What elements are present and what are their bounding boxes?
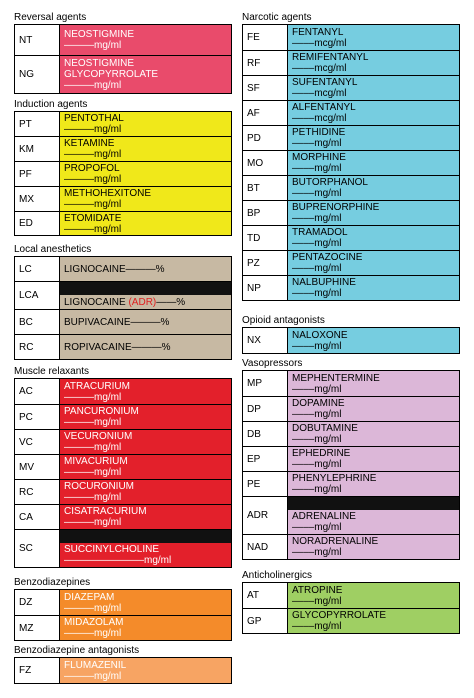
drug-code: LCA (15, 282, 60, 309)
drug-label (60, 335, 231, 359)
drug-label (60, 187, 231, 211)
section-reversal-agents (14, 12, 232, 94)
drug-label (288, 371, 459, 396)
drug-label (288, 447, 459, 471)
drug-label (288, 51, 459, 75)
drug-name: ALFENTANYL (292, 102, 356, 113)
drug-name: KETAMINE (64, 138, 115, 149)
drug-code: NG (15, 56, 60, 93)
concentration-unit: ––––mg/ml (292, 484, 342, 495)
section-benzodiazepines (14, 577, 232, 641)
drug-label (60, 282, 231, 309)
label-table (242, 327, 460, 354)
drug-row-dp (243, 396, 459, 421)
drug-row-nad (243, 534, 459, 559)
drug-code: DZ (15, 590, 60, 615)
drug-code: AT (243, 583, 288, 608)
drug-code: FZ (15, 658, 60, 683)
concentration-unit: ––––mcg/ml (292, 113, 347, 124)
drug-label (288, 583, 459, 608)
drug-row-bc (15, 309, 231, 334)
drug-row-gp (243, 608, 459, 633)
drug-row-ed (15, 211, 231, 235)
drug-label (60, 658, 231, 683)
drug-code: TD (243, 226, 288, 250)
drug-label (288, 497, 459, 534)
drug-label (288, 397, 459, 421)
concentration-unit: ––––mg/ml (292, 522, 342, 533)
drug-name: ROPIVACAINE———% (64, 341, 171, 353)
drug-label (60, 530, 231, 567)
drug-label (288, 535, 459, 559)
concentration-unit: ———mg/ml (64, 467, 122, 478)
section-benzodiazepine-antagonists (14, 645, 232, 684)
drug-code: PT (15, 112, 60, 136)
drug-code: SF (243, 76, 288, 100)
drug-code: NAD (243, 535, 288, 559)
drug-label (288, 201, 459, 225)
section-title: Anticholinergics (242, 570, 313, 581)
drug-row-fz (15, 658, 231, 683)
drug-code: NT (15, 25, 60, 55)
drug-name: ROCURONIUM (64, 481, 134, 492)
drug-name: NALOXONE (292, 329, 348, 341)
drug-name: MIDAZOLAM (64, 617, 124, 628)
drug-code: PC (15, 405, 60, 429)
drug-label (60, 56, 231, 93)
concentration-unit: ———mg/ml (64, 174, 122, 185)
concentration-unit: ––––mg/ml (292, 188, 342, 199)
drug-label-body (288, 510, 459, 534)
drug-code: PF (15, 162, 60, 186)
drug-row-mx (15, 186, 231, 211)
drug-name: GLYCOPYRROLATE (292, 610, 387, 621)
drug-name: ATROPINE (292, 584, 343, 596)
drug-label (60, 505, 231, 529)
drug-name: PENTAZOCINE (292, 252, 363, 263)
drug-name: MORPHINE (292, 152, 346, 163)
drug-code: NX (243, 328, 288, 353)
section-title: Induction agents (14, 99, 88, 110)
label-table (14, 378, 232, 568)
drug-row-rc (15, 479, 231, 504)
label-table (14, 111, 232, 236)
drug-row-ng (15, 55, 231, 93)
drug-code: GP (243, 609, 288, 633)
section-vasopressors (242, 358, 460, 560)
section-narcotic-agents (242, 12, 460, 301)
drug-row-vc (15, 429, 231, 454)
concentration-unit: ––––mg/ml (292, 459, 342, 470)
section-title: Benzodiazepine antagonists (14, 645, 140, 656)
drug-label (60, 430, 231, 454)
drug-label (288, 328, 459, 353)
drug-row-fe (243, 25, 459, 50)
concentration-unit: ————————mg/ml (64, 555, 172, 566)
drug-name: MEPHENTERMINE (292, 372, 380, 384)
drug-row-adr (243, 496, 459, 534)
drug-name: PHENYLEPHRINE (292, 473, 377, 484)
drug-name: PROPOFOL (64, 163, 120, 174)
concentration-unit: ––––mcg/ml (292, 63, 347, 74)
drug-name: LIGNOCAINE (ADR)——% (64, 296, 186, 308)
drug-name: BUPIVACAINE———% (64, 316, 170, 328)
label-table (242, 582, 460, 634)
drug-label (60, 25, 231, 55)
drug-label (60, 257, 231, 281)
drug-name: NALBUPHINE (292, 277, 356, 288)
black-band (60, 282, 231, 295)
drug-code: MO (243, 151, 288, 175)
drug-row-pc (15, 404, 231, 429)
drug-row-bt (243, 175, 459, 200)
concentration-unit: ———mg/ml (64, 417, 122, 428)
drug-row-nx (243, 328, 459, 353)
drug-code: AF (243, 101, 288, 125)
concentration-unit: ––––mg/ml (292, 383, 342, 395)
concentration-unit: ———mg/ml (64, 670, 122, 682)
drug-code: RC (15, 335, 60, 359)
concentration-unit: ———mg/ml (64, 602, 122, 614)
section-title: Reversal agents (14, 12, 87, 23)
drug-code: LC (15, 257, 60, 281)
drug-name: METHOHEXITONE (64, 188, 152, 199)
drug-label (60, 405, 231, 429)
drug-code: FE (243, 25, 288, 50)
drug-name: NEOSTIGMINE (64, 58, 135, 69)
drug-label-body (60, 295, 231, 309)
drug-name: PETHIDINE (292, 127, 346, 138)
drug-row-pe (243, 471, 459, 496)
drug-row-sc (15, 529, 231, 567)
drug-name: SUCCINYLCHOLINE (64, 544, 160, 555)
drug-label (288, 76, 459, 100)
section-title: Opioid antagonists (242, 315, 325, 326)
drug-code: DB (243, 422, 288, 446)
label-table (242, 370, 460, 560)
concentration-unit: ––––mg/ml (292, 213, 342, 224)
drug-row-at (243, 583, 459, 608)
drug-label (288, 126, 459, 150)
drug-row-lca (15, 281, 231, 309)
drug-code: MP (243, 371, 288, 396)
drug-name: PENTOTHAL (64, 113, 124, 124)
drug-name: NORADRENALINE (292, 536, 379, 547)
drug-row-db (243, 421, 459, 446)
drug-row-nt (15, 25, 231, 55)
drug-label (60, 162, 231, 186)
drug-code: AC (15, 379, 60, 404)
drug-name: GLYCOPYRROLATE (64, 69, 159, 80)
drug-row-rc (15, 334, 231, 359)
drug-code: NP (243, 276, 288, 300)
concentration-unit: ––––mg/ml (292, 138, 342, 149)
concentration-unit: ––––mg/ml (292, 621, 342, 632)
drug-code: MV (15, 455, 60, 479)
drug-name: DOPAMINE (292, 398, 345, 409)
drug-label (288, 251, 459, 275)
drug-name: SUFENTANYL (292, 77, 358, 88)
drug-code: CA (15, 505, 60, 529)
drug-code: BC (15, 310, 60, 334)
section-muscle-relaxants (14, 366, 232, 568)
drug-row-ac (15, 379, 231, 404)
drug-name: LIGNOCAINE———% (64, 263, 165, 275)
drug-row-ca (15, 504, 231, 529)
drug-label (60, 616, 231, 640)
drug-row-pt (15, 112, 231, 136)
drug-code: ED (15, 212, 60, 235)
drug-row-af (243, 100, 459, 125)
concentration-unit: ———mg/ml (64, 223, 122, 235)
drug-name: ETOMIDATE (64, 212, 122, 224)
concentration-unit: ———mg/ml (64, 492, 122, 503)
section-local-anesthetics (14, 244, 232, 360)
drug-row-np (243, 275, 459, 300)
black-band (288, 497, 459, 510)
drug-name: FENTANYL (292, 26, 344, 38)
drug-row-lc (15, 257, 231, 281)
drug-name: CISATRACURIUM (64, 506, 147, 517)
concentration-unit: ––––mg/ml (292, 409, 342, 420)
concentration-unit: ———mg/ml (64, 199, 122, 210)
drug-label (288, 609, 459, 633)
concentration-unit: ———mg/ml (64, 391, 122, 403)
label-table (14, 589, 232, 641)
drug-label (60, 455, 231, 479)
drug-name: DOBUTAMINE (292, 423, 358, 434)
drug-row-dz (15, 590, 231, 615)
drug-code: ADR (243, 497, 288, 534)
drug-code: RF (243, 51, 288, 75)
section-induction-agents (14, 99, 232, 236)
concentration-unit: ––––mcg/ml (292, 88, 347, 99)
drug-label (60, 212, 231, 235)
label-table (242, 24, 460, 301)
drug-row-rf (243, 50, 459, 75)
concentration-unit: ———mg/ml (64, 628, 122, 639)
drug-name: BUPRENORPHINE (292, 202, 380, 213)
concentration-unit: ———mg/ml (64, 40, 122, 51)
drug-label (60, 112, 231, 136)
concentration-unit: ––––mg/ml (292, 595, 342, 607)
drug-row-mz (15, 615, 231, 640)
section-title: Narcotic agents (242, 12, 312, 23)
drug-row-mv (15, 454, 231, 479)
section-title: Muscle relaxants (14, 366, 90, 377)
drug-row-pf (15, 161, 231, 186)
drug-code: RC (15, 480, 60, 504)
drug-row-km (15, 136, 231, 161)
drug-label (60, 310, 231, 334)
black-band (60, 530, 231, 543)
drug-row-mo (243, 150, 459, 175)
drug-row-pd (243, 125, 459, 150)
section-anticholinergics (242, 570, 460, 634)
drug-name: REMIFENTANYL (292, 52, 369, 63)
concentration-unit: ———mg/ml (64, 124, 122, 135)
drug-label (288, 422, 459, 446)
drug-code: BP (243, 201, 288, 225)
concentration-unit: ––––mg/ml (292, 163, 342, 174)
label-table (14, 256, 232, 360)
concentration-unit: ———mg/ml (64, 517, 122, 528)
concentration-unit: ––––mcg/ml (292, 37, 347, 49)
drug-code: KM (15, 137, 60, 161)
drug-label-body (60, 543, 231, 567)
drug-label (60, 379, 231, 404)
drug-label (288, 226, 459, 250)
drug-name: VECURONIUM (64, 431, 133, 442)
drug-row-sf (243, 75, 459, 100)
drug-row-pz (243, 250, 459, 275)
drug-name: PANCURONIUM (64, 406, 139, 417)
label-table (14, 24, 232, 94)
drug-name: DIAZEPAM (64, 591, 115, 603)
drug-code: BT (243, 176, 288, 200)
concentration-unit: ––––mg/ml (292, 547, 342, 558)
drug-label (60, 590, 231, 615)
drug-row-ep (243, 446, 459, 471)
drug-label (288, 472, 459, 496)
drug-name: ATRACURIUM (64, 380, 130, 392)
concentration-unit: ———mg/ml (64, 149, 122, 160)
drug-code: MX (15, 187, 60, 211)
drug-code: SC (15, 530, 60, 567)
drug-name: ADRENALINE (292, 511, 356, 522)
drug-name: NEOSTIGMINE (64, 29, 135, 40)
section-title: Local anesthetics (14, 244, 92, 255)
concentration-unit: ———mg/ml (64, 442, 122, 453)
drug-code: MZ (15, 616, 60, 640)
section-title: Benzodiazepines (14, 577, 91, 588)
drug-code: DP (243, 397, 288, 421)
drug-code: VC (15, 430, 60, 454)
drug-row-td (243, 225, 459, 250)
section-title: Vasopressors (242, 358, 303, 369)
drug-code: PZ (243, 251, 288, 275)
drug-name: FLUMAZENIL (64, 659, 127, 671)
concentration-unit: ––––mg/ml (292, 340, 342, 352)
drug-code: PD (243, 126, 288, 150)
concentration-unit: ———mg/ml (64, 80, 122, 91)
drug-name: TRAMADOL (292, 227, 348, 238)
drug-name: BUTORPHANOL (292, 177, 368, 188)
drug-row-mp (243, 371, 459, 396)
concentration-unit: ––––mg/ml (292, 263, 342, 274)
drug-label (288, 151, 459, 175)
drug-label (288, 276, 459, 300)
drug-label (60, 137, 231, 161)
drug-label (288, 101, 459, 125)
drug-name: MIVACURIUM (64, 456, 128, 467)
drug-row-bp (243, 200, 459, 225)
drug-label (288, 176, 459, 200)
drug-label (60, 480, 231, 504)
drug-code: EP (243, 447, 288, 471)
concentration-unit: ––––mg/ml (292, 434, 342, 445)
adr-marker: (ADR) (128, 296, 157, 308)
section-opioid-antagonists (242, 315, 460, 354)
label-table (14, 657, 232, 684)
drug-code: PE (243, 472, 288, 496)
concentration-unit: ––––mg/ml (292, 288, 342, 299)
drug-name: EPHEDRINE (292, 448, 351, 459)
drug-label (288, 25, 459, 50)
concentration-unit: ––––mg/ml (292, 238, 342, 249)
